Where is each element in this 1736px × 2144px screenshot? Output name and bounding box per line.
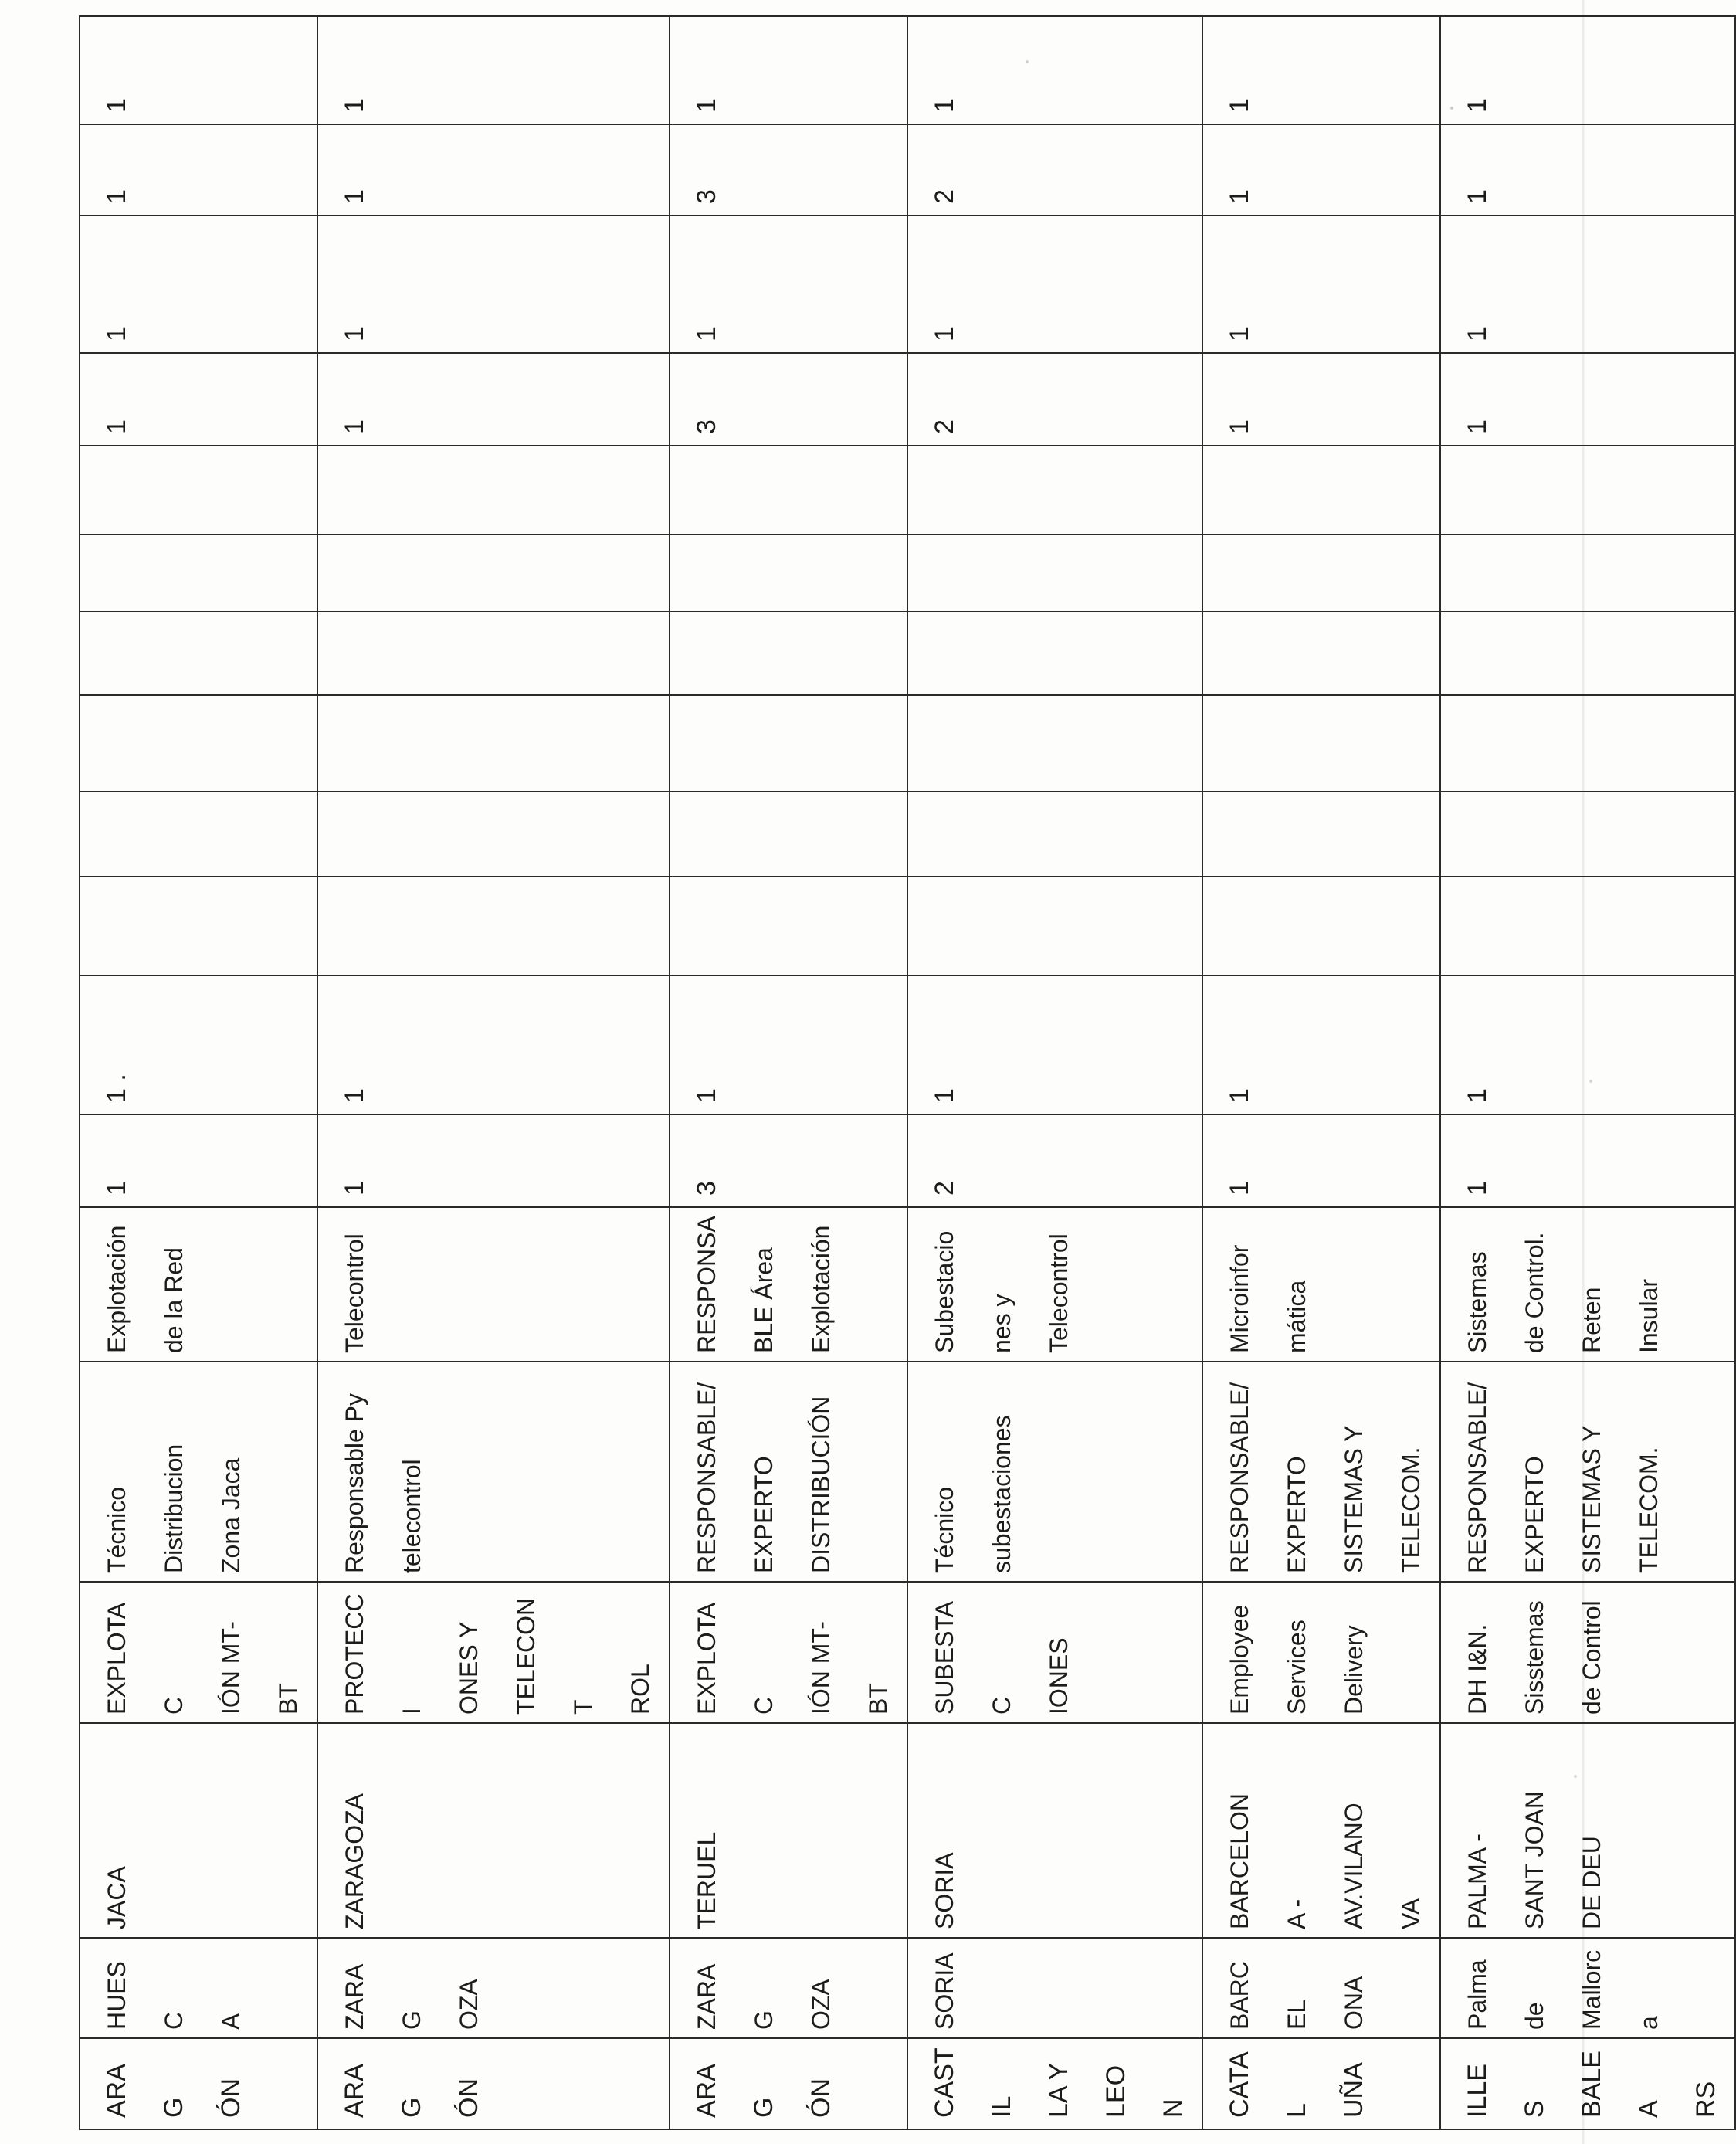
count-cell-3 bbox=[670, 877, 907, 975]
table-row bbox=[1202, 16, 1440, 2129]
count-cell-5 bbox=[1440, 695, 1735, 792]
count-cell-2 bbox=[1440, 975, 1735, 1114]
count-cell-4 bbox=[907, 792, 1202, 877]
count-cell-6 bbox=[80, 612, 317, 695]
count-cell-9 bbox=[670, 353, 907, 446]
puesto-cell bbox=[907, 1362, 1202, 1582]
especialidad-cell-text: Telecontrol bbox=[341, 1233, 368, 1353]
count-cell-9 bbox=[1202, 353, 1440, 446]
count-cell-5 bbox=[80, 695, 317, 792]
area-cell-text: EXPLOTAC IÓN MT- BT bbox=[693, 1602, 892, 1715]
count-cell-5 bbox=[670, 695, 907, 792]
count-cell-6 bbox=[670, 612, 907, 695]
count-cell-7 bbox=[1440, 534, 1735, 612]
count-cell-11-text: 2 bbox=[930, 189, 959, 204]
count-cell-12-text: 1 bbox=[692, 98, 721, 113]
area-cell-text: SUBESTAC IONES bbox=[931, 1601, 1073, 1715]
provincia-cell bbox=[1440, 1938, 1735, 2038]
comunidad-cell bbox=[907, 2038, 1202, 2129]
localidad-cell-text: JACA bbox=[103, 1866, 131, 1929]
count-cell-2 bbox=[317, 975, 670, 1114]
area-cell bbox=[80, 1582, 317, 1723]
count-cell-10 bbox=[670, 215, 907, 353]
count-cell-2 bbox=[670, 975, 907, 1114]
comunidad-cell-text: ARAG ÓN bbox=[692, 2064, 836, 2118]
area-cell-text: DH I&N. Sisstemas de Control bbox=[1463, 1600, 1605, 1715]
count-cell-2-text: 1 bbox=[1463, 1088, 1492, 1103]
rotated-table-wrapper bbox=[79, 17, 1721, 2130]
comunidad-cell-text: ARAG ÓN bbox=[102, 2064, 246, 2118]
count-cell-2 bbox=[907, 975, 1202, 1114]
especialidad-cell-text: Microinfor mática bbox=[1226, 1244, 1310, 1353]
localidad-cell bbox=[907, 1723, 1202, 1938]
especialidad-cell-text: Subestacio nes y Telecontrol bbox=[931, 1230, 1073, 1353]
puesto-cell bbox=[1202, 1362, 1440, 1582]
staffing-table bbox=[79, 15, 1736, 2130]
count-cell-2-text: 1 bbox=[1225, 1088, 1254, 1103]
count-cell-7 bbox=[80, 534, 317, 612]
count-cell-2-text: 1 . bbox=[102, 1074, 131, 1103]
count-cell-11-text: 1 bbox=[102, 189, 131, 204]
count-cell-12 bbox=[317, 16, 670, 124]
provincia-cell-text: Palma de Mallorc a bbox=[1463, 1949, 1663, 2030]
count-cell-9 bbox=[907, 353, 1202, 446]
especialidad-cell bbox=[1202, 1207, 1440, 1362]
count-cell-9 bbox=[317, 353, 670, 446]
count-cell-1 bbox=[907, 1114, 1202, 1207]
count-cell-7 bbox=[670, 534, 907, 612]
puesto-cell-text: Técnico subestaciones bbox=[931, 1415, 1015, 1573]
comunidad-cell bbox=[80, 2038, 317, 2129]
count-cell-3 bbox=[317, 877, 670, 975]
provincia-cell-text: SORIA bbox=[931, 1952, 958, 2030]
puesto-cell-text: Técnico Distribucion Zona Jaca bbox=[103, 1443, 245, 1573]
count-cell-8 bbox=[317, 446, 670, 534]
count-cell-12 bbox=[670, 16, 907, 124]
count-cell-12-text: 1 bbox=[1463, 98, 1492, 113]
count-cell-1-text: 1 bbox=[1463, 1181, 1492, 1196]
count-cell-6 bbox=[907, 612, 1202, 695]
count-cell-5 bbox=[1202, 695, 1440, 792]
count-cell-1 bbox=[1440, 1114, 1735, 1207]
localidad-cell bbox=[670, 1723, 907, 1938]
puesto-cell bbox=[317, 1362, 670, 1582]
table-row bbox=[80, 16, 317, 2129]
puesto-cell-text: RESPONSABLE/ EXPERTO SISTEMAS Y TELECOM. bbox=[1226, 1382, 1425, 1573]
count-cell-8 bbox=[80, 446, 317, 534]
localidad-cell-text: SORIA bbox=[931, 1852, 958, 1929]
count-cell-11-text: 3 bbox=[692, 189, 721, 204]
count-cell-11 bbox=[1440, 124, 1735, 215]
count-cell-5 bbox=[317, 695, 670, 792]
provincia-cell-text: HUESC A bbox=[103, 1961, 245, 2030]
count-cell-12 bbox=[1440, 16, 1735, 124]
count-cell-9-text: 1 bbox=[340, 419, 369, 434]
localidad-cell-text: PALMA - SANT JOAN DE DEU bbox=[1463, 1791, 1605, 1929]
especialidad-cell bbox=[317, 1207, 670, 1362]
count-cell-9 bbox=[80, 353, 317, 446]
especialidad-cell bbox=[1440, 1207, 1735, 1362]
count-cell-10-text: 1 bbox=[930, 327, 959, 341]
count-cell-1-text: 1 bbox=[340, 1181, 369, 1196]
provincia-cell bbox=[670, 1938, 907, 2038]
comunidad-cell bbox=[317, 2038, 670, 2129]
count-cell-10 bbox=[1440, 215, 1735, 353]
count-cell-10 bbox=[1202, 215, 1440, 353]
count-cell-9-text: 2 bbox=[930, 419, 959, 434]
provincia-cell bbox=[1202, 1938, 1440, 2038]
especialidad-cell-text: RESPONSA BLE Área Explotación bbox=[693, 1216, 835, 1353]
count-cell-2-text: 1 bbox=[692, 1088, 721, 1103]
count-cell-1 bbox=[80, 1114, 317, 1207]
puesto-cell-text: RESPONSABLE/ EXPERTO SISTEMAS Y TELECOM. bbox=[1463, 1382, 1663, 1573]
count-cell-4 bbox=[670, 792, 907, 877]
count-cell-12-text: 1 bbox=[340, 98, 369, 113]
count-cell-11 bbox=[907, 124, 1202, 215]
count-cell-2 bbox=[80, 975, 317, 1114]
count-cell-10-text: 1 bbox=[102, 327, 131, 341]
especialidad-cell bbox=[907, 1207, 1202, 1362]
count-cell-7 bbox=[907, 534, 1202, 612]
count-cell-12-text: 1 bbox=[930, 98, 959, 113]
puesto-cell-text: Responsable Py telecontrol bbox=[341, 1393, 426, 1573]
count-cell-10 bbox=[317, 215, 670, 353]
count-cell-5 bbox=[907, 695, 1202, 792]
count-cell-11-text: 1 bbox=[340, 189, 369, 204]
count-cell-9-text: 1 bbox=[102, 419, 131, 434]
count-cell-10 bbox=[907, 215, 1202, 353]
especialidad-cell bbox=[80, 1207, 317, 1362]
count-cell-9-text: 1 bbox=[1463, 419, 1492, 434]
localidad-cell-text: BARCELON A - AV.VILANO VA bbox=[1226, 1793, 1425, 1929]
localidad-cell bbox=[80, 1723, 317, 1938]
comunidad-cell-text: ARAG ÓN bbox=[340, 2064, 483, 2118]
count-cell-10-text: 1 bbox=[340, 327, 369, 341]
count-cell-10 bbox=[80, 215, 317, 353]
comunidad-cell-text: CASTIL LA Y LEON bbox=[930, 2047, 1188, 2118]
especialidad-cell-text: Sistemas de Control. Reten Insular bbox=[1463, 1232, 1663, 1353]
count-cell-12-text: 1 bbox=[102, 98, 131, 113]
localidad-cell-text: ZARAGOZA bbox=[341, 1793, 368, 1929]
count-cell-11 bbox=[317, 124, 670, 215]
count-cell-7 bbox=[1202, 534, 1440, 612]
area-cell bbox=[907, 1582, 1202, 1723]
count-cell-12 bbox=[907, 16, 1202, 124]
area-cell-text: Employee Services Delivery bbox=[1226, 1604, 1368, 1715]
count-cell-9-text: 3 bbox=[692, 419, 721, 434]
count-cell-12 bbox=[1202, 16, 1440, 124]
count-cell-3 bbox=[907, 877, 1202, 975]
count-cell-11-text: 1 bbox=[1463, 189, 1492, 204]
localidad-cell bbox=[1440, 1723, 1735, 1938]
provincia-cell bbox=[317, 1938, 670, 2038]
comunidad-cell bbox=[670, 2038, 907, 2129]
provincia-cell bbox=[907, 1938, 1202, 2038]
count-cell-7 bbox=[317, 534, 670, 612]
count-cell-9 bbox=[1440, 353, 1735, 446]
count-cell-3 bbox=[1202, 877, 1440, 975]
comunidad-cell-text: CATAL UÑA bbox=[1225, 2051, 1368, 2118]
count-cell-12-text: 1 bbox=[1225, 98, 1254, 113]
count-cell-1 bbox=[670, 1114, 907, 1207]
count-cell-4 bbox=[317, 792, 670, 877]
table-row bbox=[907, 16, 1202, 2129]
count-cell-1 bbox=[1202, 1114, 1440, 1207]
count-cell-2-text: 1 bbox=[930, 1088, 959, 1103]
count-cell-8 bbox=[670, 446, 907, 534]
comunidad-cell bbox=[1440, 2038, 1735, 2129]
count-cell-6 bbox=[1440, 612, 1735, 695]
count-cell-12 bbox=[80, 16, 317, 124]
count-cell-11 bbox=[80, 124, 317, 215]
area-cell bbox=[1202, 1582, 1440, 1723]
table-row bbox=[1440, 16, 1735, 2129]
count-cell-1-text: 2 bbox=[930, 1181, 959, 1196]
count-cell-11 bbox=[1202, 124, 1440, 215]
localidad-cell bbox=[1202, 1723, 1440, 1938]
provincia-cell-text: BARCEL ONA bbox=[1226, 1961, 1368, 2030]
count-cell-4 bbox=[80, 792, 317, 877]
especialidad-cell bbox=[670, 1207, 907, 1362]
puesto-cell bbox=[1440, 1362, 1735, 1582]
count-cell-9-text: 1 bbox=[1225, 419, 1254, 434]
table-row bbox=[670, 16, 907, 2129]
count-cell-2 bbox=[1202, 975, 1440, 1114]
provincia-cell bbox=[80, 1938, 317, 2038]
count-cell-1-text: 1 bbox=[102, 1181, 131, 1196]
count-cell-1-text: 3 bbox=[692, 1181, 721, 1196]
provincia-cell-text: ZARAG OZA bbox=[693, 1963, 835, 2030]
count-cell-10-text: 1 bbox=[1463, 327, 1492, 341]
count-cell-6 bbox=[1202, 612, 1440, 695]
area-cell bbox=[670, 1582, 907, 1723]
count-cell-3 bbox=[1440, 877, 1735, 975]
provincia-cell-text: ZARAG OZA bbox=[341, 1963, 483, 2030]
table-row bbox=[317, 16, 670, 2129]
count-cell-1-text: 1 bbox=[1225, 1181, 1254, 1196]
count-cell-10-text: 1 bbox=[692, 327, 721, 341]
count-cell-8 bbox=[907, 446, 1202, 534]
count-cell-8 bbox=[1202, 446, 1440, 534]
count-cell-4 bbox=[1202, 792, 1440, 877]
count-cell-1 bbox=[317, 1114, 670, 1207]
area-cell bbox=[1440, 1582, 1735, 1723]
comunidad-cell bbox=[1202, 2038, 1440, 2129]
area-cell bbox=[317, 1582, 670, 1723]
count-cell-6 bbox=[317, 612, 670, 695]
area-cell-text: PROTECCI ONES Y TELECONT ROL bbox=[341, 1593, 654, 1715]
comunidad-cell-text: ILLES BALEA RS bbox=[1463, 2051, 1721, 2118]
especialidad-cell-text: Explotación de la Red bbox=[103, 1225, 188, 1353]
count-cell-4 bbox=[1440, 792, 1735, 877]
count-cell-11 bbox=[670, 124, 907, 215]
count-cell-11-text: 1 bbox=[1225, 189, 1254, 204]
count-cell-8 bbox=[1440, 446, 1735, 534]
puesto-cell bbox=[80, 1362, 317, 1582]
localidad-cell bbox=[317, 1723, 670, 1938]
puesto-cell-text: RESPONSABLE/ EXPERTO DISTRIBUCIÓN bbox=[693, 1382, 835, 1573]
count-cell-3 bbox=[80, 877, 317, 975]
puesto-cell bbox=[670, 1362, 907, 1582]
count-cell-2-text: 1 bbox=[340, 1088, 369, 1103]
count-cell-10-text: 1 bbox=[1225, 327, 1254, 341]
localidad-cell-text: TERUEL bbox=[693, 1831, 721, 1929]
area-cell-text: EXPLOTAC IÓN MT- BT bbox=[103, 1602, 302, 1715]
